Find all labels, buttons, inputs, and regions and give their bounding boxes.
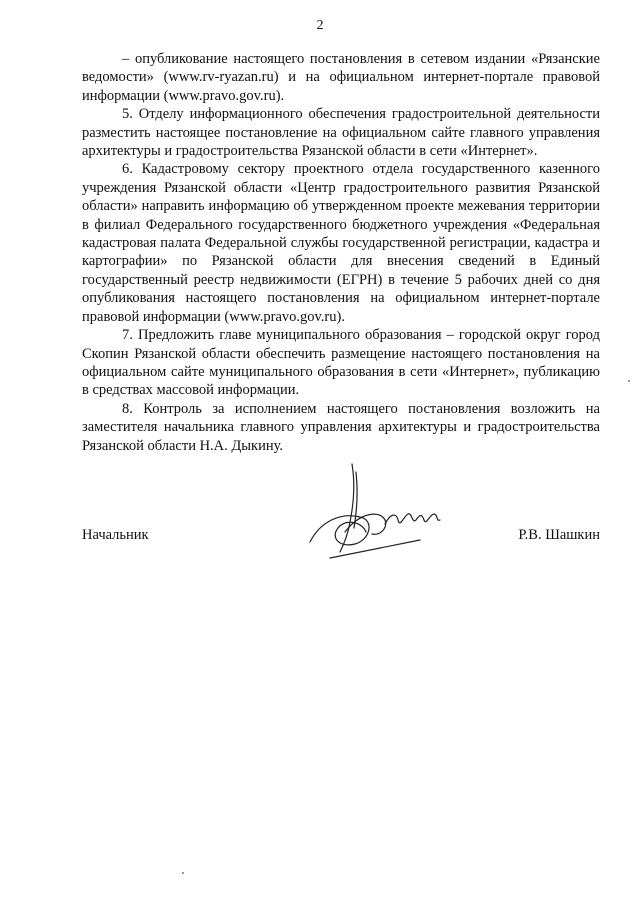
paragraph-6: 6. Кадастровому сектору проектного отдела государственного казенного учреждения Рязанской области «Центр градостроительного развития Рязанской области» направить информацию об утвержденном проекте межевания территории в филиал Федерального государственного бюджетного учреждения «Федеральная кадастровая палата Федеральной службы государственной регистрации, кадастра и картографии» по Рязанской области для внесения сведений в Единый государственный реестр недвижимости (ЕГРН) в течение 5 рабочих дней со дня опубликования настоящего постановления на официальном интернет-портале правовой информации (www.pravo.gov.ru). xyxy=(82,161,600,325)
signatory-title: Начальник xyxy=(82,527,149,543)
scan-speck xyxy=(628,380,630,382)
signatory-name: Р.В. Шашкин xyxy=(518,527,600,543)
paragraph-5: 5. Отделу информационного обеспечения градостроительной деятельности разместить настоящее постановление на официальном сайте главного управления архитектуры и градостроительства Рязанской области в сети «Интернет». xyxy=(82,106,600,160)
document-body xyxy=(82,50,600,455)
handwritten-signature xyxy=(300,462,450,572)
paragraph-8: 8. Контроль за исполнением настоящего постановления возложить на заместителя начальника главного управления архитектуры и градостроительства Рязанской области Н.А. Дыкину. xyxy=(82,400,600,454)
scan-speck xyxy=(182,872,184,874)
page-number: 2 xyxy=(316,18,324,33)
paragraph-publication: – опубликование настоящего постановления в сетевом издании «Рязанские ведомости» (www.rv-ryazan.ru) и на официальном интернет-портале правовой информации (www.pravo.gov.ru). xyxy=(82,51,600,104)
paragraph-7: 7. Предложить главе муниципального образования – городской округ город Скопин Рязанской области обеспечить размещение настоящего постановления на официальном сайте муниципального образования в сети «Интернет», публикацию в средствах массовой информации. xyxy=(82,327,600,399)
